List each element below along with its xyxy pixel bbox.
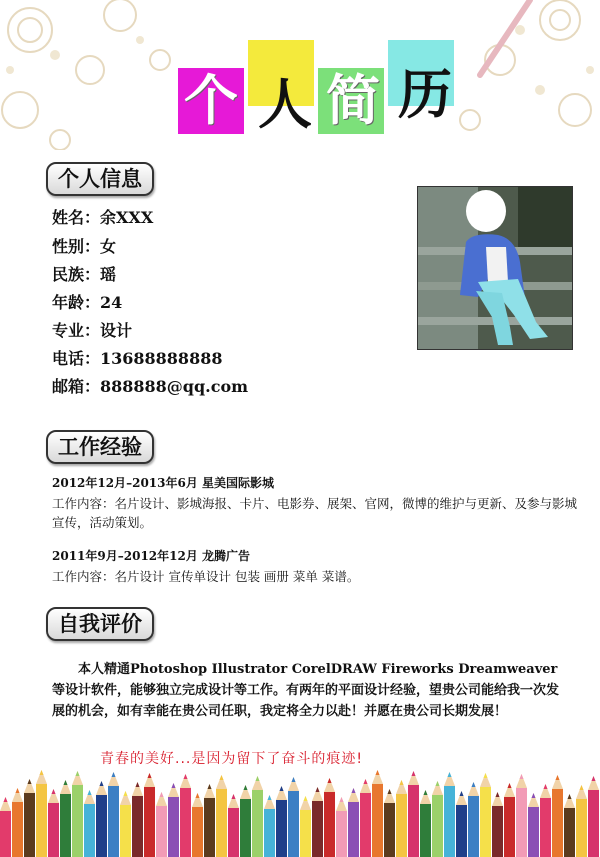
pencil-lead — [580, 785, 584, 790]
pencil-lead — [280, 786, 284, 791]
pencil-body — [588, 790, 599, 857]
pencil-body — [72, 785, 83, 857]
pencil-body — [468, 796, 479, 857]
pencil-lead — [256, 776, 260, 781]
pencil-body — [252, 790, 263, 857]
pencil-body — [360, 793, 371, 857]
info-major: 专业：设计 — [52, 321, 133, 340]
pencil-lead — [292, 777, 296, 782]
pencil-body — [288, 791, 299, 857]
pencil-lead — [112, 772, 116, 777]
work-experience-heading: 工作经验 — [46, 430, 154, 464]
pencil-lead — [160, 792, 164, 797]
pencil-lead — [316, 787, 320, 792]
pencil-lead — [244, 785, 248, 790]
pencil-body — [336, 811, 347, 857]
pencil-lead — [16, 788, 20, 793]
pencil-lead — [64, 780, 68, 785]
info-age: 年龄：24 — [52, 293, 123, 312]
pencil-lead — [88, 790, 92, 795]
job-2-period: 2011年9月–2012年12月 龙腾广告 — [52, 549, 251, 563]
pencil-body — [576, 799, 587, 857]
pencil-body — [348, 802, 359, 857]
pencil-lead — [424, 790, 428, 795]
info-email: 邮箱：888888@qq.com — [52, 377, 249, 396]
personal-info-heading: 个人信息 — [46, 162, 154, 196]
pencil-lead — [544, 784, 548, 789]
pencil-lead — [268, 795, 272, 800]
pencil-body — [144, 787, 155, 857]
pencil-body — [108, 786, 119, 857]
pencil-body — [396, 794, 407, 857]
pencil-lead — [196, 793, 200, 798]
pencil-lead — [148, 773, 152, 778]
pencil-lead — [592, 776, 596, 781]
pencil-body — [120, 805, 131, 857]
pencil-lead — [172, 783, 176, 788]
pencil-lead — [412, 771, 416, 776]
title-char-4: 历 — [398, 62, 452, 126]
info-ethnicity: 民族：瑶 — [52, 265, 117, 284]
pencil-lead — [328, 778, 332, 783]
pencil-lead — [568, 794, 572, 799]
pencil-lead — [496, 792, 500, 797]
pencil-lead — [52, 789, 56, 794]
pencil-lead — [40, 770, 44, 775]
pencil-body — [228, 808, 239, 857]
job-1-content: 工作内容：名片设计、影城海报、卡片、电影券、展架、官网，微博的维护与更新、及参与影城宣传，活动策划。 — [52, 496, 578, 530]
pencil-body — [480, 787, 491, 857]
self-evaluation-text: 本人精通Photoshop Illustrator CorelDRAW Fireworks Dreamweaver 等设计软件，能够独立完成设计等工作。有两年的平面设计经验，望贵公司能给我一次发展的机会，如有幸能在贵公司任职，我定将全力以赴！并愿在贵公司长期发展！ — [52, 662, 560, 719]
pencil-lead — [364, 779, 368, 784]
pencil-body — [84, 804, 95, 857]
pencil-lead — [76, 771, 80, 776]
pencil-body — [180, 788, 191, 857]
profile-photo — [417, 186, 573, 350]
pencil-body — [564, 808, 575, 857]
pencil-body — [24, 793, 35, 857]
resume-title — [178, 40, 458, 140]
job-1-period: 2012年12月–2013年6月 星美国际影城 — [52, 476, 275, 490]
pencil-body — [48, 803, 59, 857]
pencil-body — [276, 800, 287, 857]
title-char-2: 人 — [258, 72, 312, 136]
pencil-body — [444, 786, 455, 857]
pencil-lead — [232, 794, 236, 799]
pencil-body — [216, 789, 227, 857]
info-phone: 电话：13688888888 — [52, 349, 223, 368]
pencil-body — [240, 799, 251, 857]
pencil-body — [60, 794, 71, 857]
pencil-lead — [436, 781, 440, 786]
pencil-body — [12, 802, 23, 857]
pencil-body — [0, 811, 11, 857]
pencil-body — [300, 810, 311, 857]
pencil-lead — [340, 797, 344, 802]
pencil-lead — [220, 775, 224, 780]
pencil-lead — [472, 782, 476, 787]
pencil-body — [156, 806, 167, 857]
pencil-lead — [484, 773, 488, 778]
job-2-content: 工作内容：名片设计 宣传单设计 包装 画册 菜单 菜谱。 — [52, 569, 360, 584]
pencil-lead — [100, 781, 104, 786]
pencil-lead — [28, 779, 32, 784]
pencil-lead — [520, 774, 524, 779]
pencil-body — [504, 797, 515, 857]
pencil-body — [192, 807, 203, 857]
pencil-body — [456, 805, 467, 857]
colored-pencils-decoration — [0, 765, 600, 857]
pencil-body — [492, 806, 503, 857]
pencil-body — [96, 795, 107, 857]
pencil-lead — [4, 797, 8, 802]
info-name: 姓名：余XXX — [52, 208, 154, 227]
pencil-body — [408, 785, 419, 857]
pencil-lead — [508, 783, 512, 788]
pencil-body — [36, 784, 47, 857]
pencil-body — [264, 809, 275, 857]
pencil-lead — [460, 791, 464, 796]
pencil-lead — [352, 788, 356, 793]
pencil-lead — [532, 793, 536, 798]
pencil-lead — [400, 780, 404, 785]
pencil-body — [372, 784, 383, 857]
pencil-lead — [376, 770, 380, 775]
pencil-body — [540, 798, 551, 857]
pencil-body — [528, 807, 539, 857]
pencil-lead — [124, 791, 128, 796]
pencil-lead — [304, 796, 308, 801]
pencil-lead — [208, 784, 212, 789]
slogan: 青春的美好...是因为留下了奋斗的痕迹! — [100, 751, 363, 767]
pencil-lead — [388, 789, 392, 794]
pencil-lead — [556, 775, 560, 780]
title-char-3: 简 — [326, 68, 380, 132]
pencil-body — [312, 801, 323, 857]
self-evaluation-heading: 自我评价 — [46, 607, 154, 641]
pencil-lead — [448, 772, 452, 777]
pencil-body — [516, 788, 527, 857]
pencil-body — [204, 798, 215, 857]
pencil-body — [168, 797, 179, 857]
title-char-1: 个 — [184, 68, 238, 132]
pencil-lead — [184, 774, 188, 779]
info-gender: 性别：女 — [52, 237, 117, 256]
pencil-body — [432, 795, 443, 857]
pencil-body — [552, 789, 563, 857]
pencil-body — [132, 796, 143, 857]
pencil-lead — [136, 782, 140, 787]
pencil-body — [384, 803, 395, 857]
pencil-body — [324, 792, 335, 857]
pencil-body — [420, 804, 431, 857]
